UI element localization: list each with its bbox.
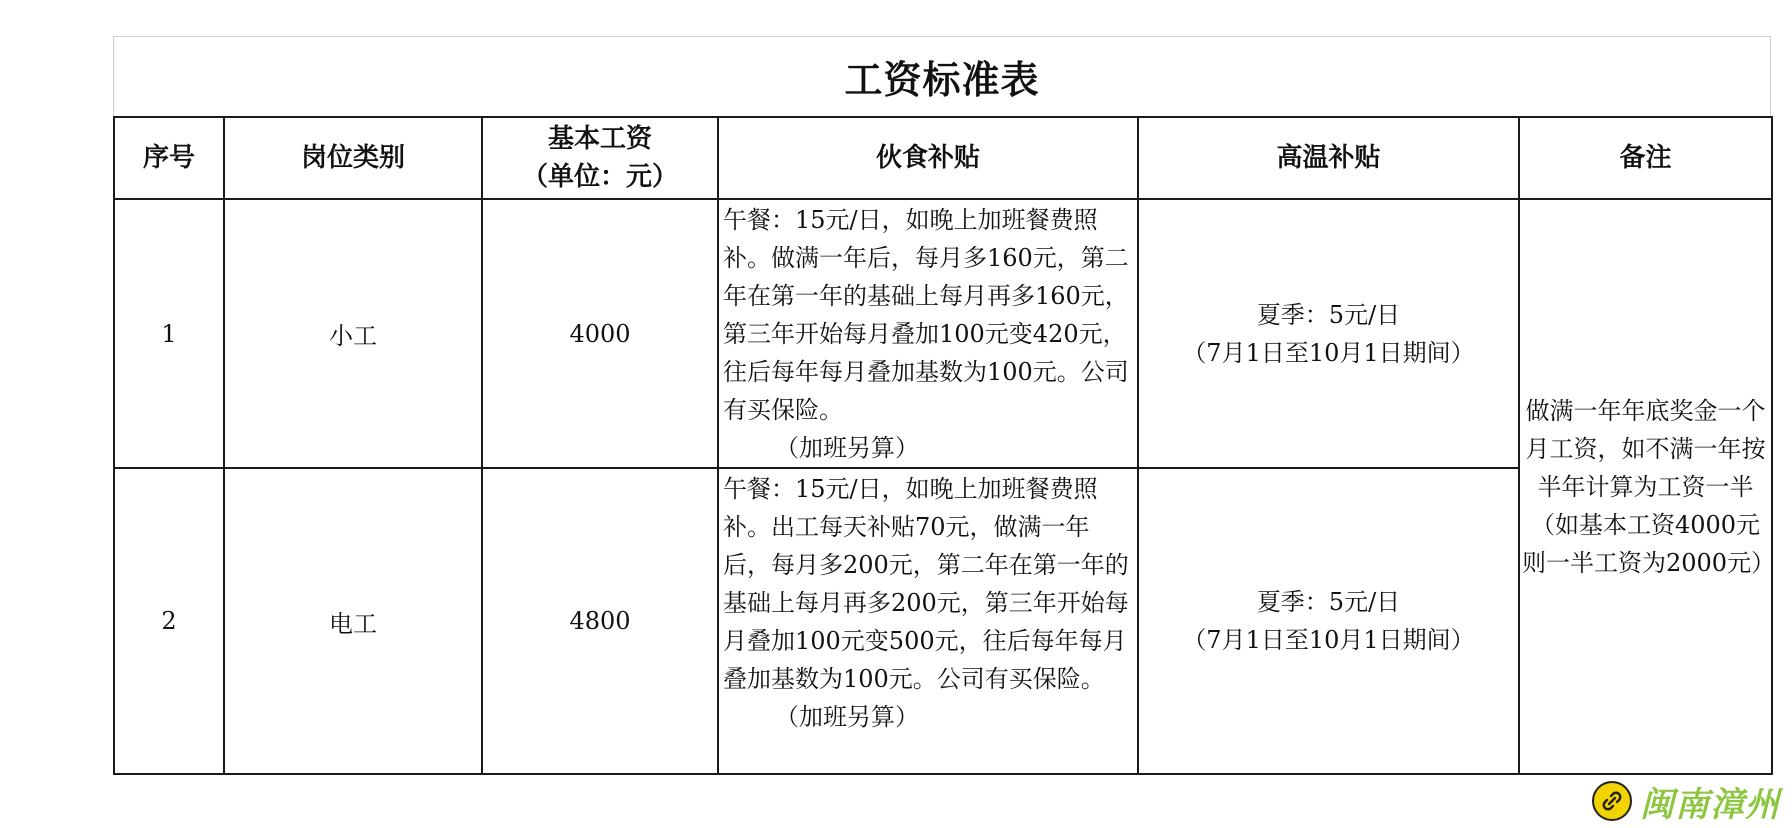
- row-heat-subsidy: [1138, 468, 1519, 774]
- meal-overtime: （加班另算）: [775, 703, 919, 731]
- header-heat: 高温补贴: [1138, 117, 1519, 199]
- heat-line2: （7月1日至10月1日期间）: [1182, 626, 1475, 654]
- header-note: 备注: [1519, 117, 1772, 199]
- row-seq: 1: [114, 199, 224, 468]
- row-base-salary: 4000: [482, 199, 718, 468]
- header-base-salary: [482, 117, 718, 199]
- row-base-salary: 4800: [482, 468, 718, 774]
- header-meal: 伙食补贴: [718, 117, 1138, 199]
- link-icon: [1592, 781, 1632, 821]
- watermark-text: 闽南漳州: [1640, 784, 1780, 825]
- row-category: 小工: [224, 199, 482, 468]
- salary-sheet: [113, 36, 1776, 775]
- table-title: 工资标准表: [113, 36, 1771, 116]
- header-base-line2: （单位：元）: [521, 162, 678, 192]
- row-seq: 2: [114, 468, 224, 774]
- header-category: 岗位类别: [224, 117, 482, 199]
- table-row: [114, 199, 1772, 468]
- salary-table: [113, 116, 1776, 775]
- row-meal-subsidy: [718, 468, 1138, 774]
- heat-line2: （7月1日至10月1日期间）: [1182, 338, 1475, 367]
- heat-line1: 夏季：5元/日: [1256, 300, 1401, 329]
- note-cell: 做满一年年底奖金一个月工资，如不满一年按半年计算为工资一半（如基本工资4000元则一半工资为2000元）: [1519, 199, 1772, 774]
- heat-line1: 夏季：5元/日: [1256, 588, 1401, 616]
- meal-overtime: （加班另算）: [775, 434, 919, 462]
- header-seq: 序号: [114, 117, 224, 199]
- meal-text: 午餐：15元/日，如晚上加班餐费照补。做满一年后，每月多160元，第二年在第一年的基础上每月再多160元，第三年开始每月叠加100元变420元，往后每年每月叠加基数为100元。公司有买保险。: [723, 206, 1129, 424]
- header-row: [114, 117, 1772, 199]
- row-category: 电工: [224, 468, 482, 774]
- meal-text: 午餐：15元/日，如晚上加班餐费照补。出工每天补贴70元，做满一年后，每月多200元，第二年在第一年的基础上每月再多200元，第三年开始每月叠加100元变500元，往后每年每月叠加基数为100元。公司有买保险。: [723, 475, 1129, 693]
- header-base-line1: 基本工资: [547, 124, 652, 154]
- watermark-logo: [1592, 778, 1780, 824]
- row-heat-subsidy: [1138, 199, 1519, 468]
- row-meal-subsidy: [718, 199, 1138, 468]
